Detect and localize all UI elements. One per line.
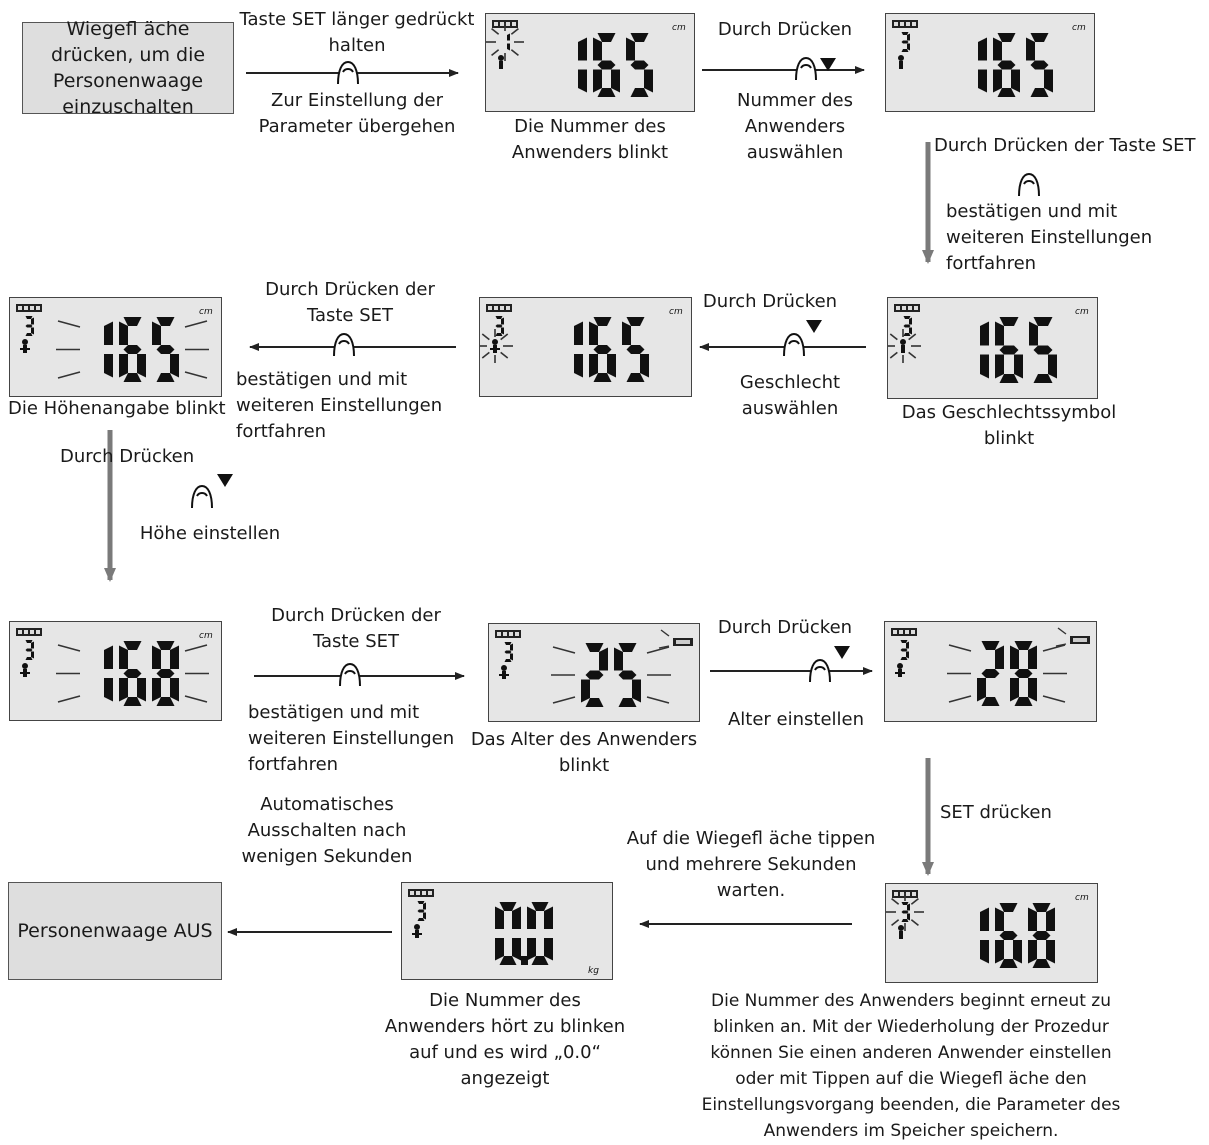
user-number-digit xyxy=(507,34,510,51)
down-triangle-icon xyxy=(834,646,850,659)
value-digit xyxy=(119,317,146,382)
gender-symbol-icon xyxy=(900,339,906,353)
value-digit xyxy=(152,317,179,382)
label-select-user: Nummer des Anwenders auswählen xyxy=(736,90,853,163)
memory-indicator-icon xyxy=(891,628,917,636)
finger-icon xyxy=(810,660,830,682)
memory-indicator-icon xyxy=(894,304,920,312)
finger-icon xyxy=(334,334,354,356)
lcd-display-8 xyxy=(884,621,1097,722)
label-press-3: Durch Drücken xyxy=(60,446,195,467)
end-box: Personenwaage AUS xyxy=(8,882,222,980)
unit-label: cm xyxy=(1075,893,1089,903)
label-press-set: Durch Drücken der Taste SET xyxy=(934,135,1196,156)
label-height-blinks: Die Höhenangabe blinkt xyxy=(8,398,226,419)
gender-symbol-icon xyxy=(498,55,504,69)
value-blink-rays xyxy=(551,647,671,703)
lcd-display-7 xyxy=(488,623,700,722)
user-number-digit xyxy=(496,316,505,336)
lcd-display-6 xyxy=(9,621,222,721)
label-user-number-blinks: Die Nummer des Anwenders blinkt xyxy=(511,116,669,163)
label-press-set-3: Durch Drücken der Taste SET xyxy=(271,605,441,652)
value-digit xyxy=(495,902,521,965)
memory-indicator-icon xyxy=(892,20,918,28)
label-set-age: Alter einstellen xyxy=(727,709,865,730)
label-press-1: Durch Drücken xyxy=(717,19,853,40)
unit-label: cm xyxy=(199,307,213,317)
value-digit xyxy=(995,317,1023,383)
user-number-digit xyxy=(418,901,427,921)
lcd-display-5 xyxy=(9,297,222,397)
value-digit xyxy=(978,38,987,93)
value-digit xyxy=(622,317,649,382)
memory-indicator-icon xyxy=(16,628,42,636)
label-user-number-stops: Die Nummer des Anwenders hört zu blinken auf und es wird „0.0“ angezeigt xyxy=(384,990,626,1089)
value-digit xyxy=(995,903,1022,968)
value-digit xyxy=(152,641,179,706)
value-digit xyxy=(980,908,989,964)
label-press-4: Durch Drücken xyxy=(717,617,853,638)
user-number-digit xyxy=(902,902,911,922)
unit-label: cm xyxy=(199,631,213,641)
gender-symbol-icon xyxy=(898,925,904,939)
value-digit xyxy=(574,322,583,378)
memory-indicator-icon xyxy=(408,889,434,897)
label-auto-off: Automatisches Ausschalten nach wenigen Sekunden xyxy=(241,794,413,867)
value-digit xyxy=(578,38,587,93)
memory-indicator-icon xyxy=(486,304,512,312)
gender-symbol-icon xyxy=(895,663,905,677)
label-hold-set: Taste SET länger gedrückt halten xyxy=(239,9,475,56)
decimal-point xyxy=(521,956,528,965)
value-digit xyxy=(104,646,113,702)
memory-indicator-icon xyxy=(16,304,42,312)
label-confirm-continue-2: bestätigen und mit weiteren Einstellungen fortfahren xyxy=(236,369,443,442)
value-digit xyxy=(119,641,146,706)
user-number-digit xyxy=(505,642,514,662)
user-number-digit xyxy=(901,640,910,660)
label-gender-blinks: Das Geschlechtssymbol blinkt xyxy=(901,402,1117,449)
down-triangle-icon xyxy=(217,474,233,487)
unit-label: kg xyxy=(588,966,599,976)
gender-symbol-icon xyxy=(898,55,904,69)
value-digit xyxy=(980,322,989,379)
down-triangle-icon xyxy=(820,58,836,71)
unit-label: cm xyxy=(672,23,686,33)
finger-icon xyxy=(340,664,360,686)
gender-symbol-icon xyxy=(20,339,30,353)
value-digit xyxy=(581,643,608,707)
finger-icon xyxy=(338,62,358,84)
label-age-blinks: Das Alter des Anwenders blinkt xyxy=(470,729,698,776)
lcd-display-10 xyxy=(401,882,613,980)
finger-icon xyxy=(796,58,816,80)
value-digit xyxy=(1029,317,1057,383)
user-number-digit xyxy=(26,316,35,336)
value-digit xyxy=(977,641,1004,706)
user-blink-rays xyxy=(486,23,524,61)
value-digit xyxy=(589,317,616,382)
value-digit xyxy=(527,902,553,965)
label-set-height: Höhe einstellen xyxy=(139,523,281,544)
label-press-set-4: SET drücken xyxy=(940,802,1052,823)
label-press-2: Durch Drücken xyxy=(702,291,838,312)
value-digit xyxy=(104,322,113,378)
age-indicator-icon xyxy=(1056,628,1090,646)
gender-symbol-icon xyxy=(490,339,500,353)
user-number-digit xyxy=(904,316,913,336)
gender-symbol-icon xyxy=(20,663,30,677)
value-digit xyxy=(593,33,620,97)
gender-symbol-icon xyxy=(499,665,509,679)
value-digit xyxy=(1028,903,1055,968)
lcd-display-4 xyxy=(479,297,692,397)
lcd-display-9 xyxy=(885,883,1098,983)
unit-label: cm xyxy=(1075,307,1089,317)
label-go-to-settings: Zur Einstellung der Parameter übergehen xyxy=(258,90,456,137)
lcd-display-2 xyxy=(885,13,1095,112)
label-press-set-2: Durch Drücken der Taste SET xyxy=(265,279,435,326)
value-digit xyxy=(993,33,1020,97)
value-digit xyxy=(614,643,641,707)
lcd-display-3 xyxy=(887,297,1098,399)
gender-symbol-icon xyxy=(412,924,422,938)
value-digit xyxy=(1010,641,1037,706)
label-repeat-procedure: Die Nummer des Anwenders beginnt erneut zu blinken an. Mit der Wiederholung der Prozedur können Sie einen anderen Anwender einstellen oder mit Tippen auf die Wiegefl äche den Einstellungsvorgang beenden, die Parameter des Anwenders im Speicher speichern. xyxy=(701,991,1121,1141)
finger-icon xyxy=(1019,174,1039,196)
unit-label: cm xyxy=(1072,23,1086,33)
start-box: Wiegefl äche drücken, um die Personenwaage einzuschalten xyxy=(22,22,234,114)
label-confirm-continue-1: bestätigen und mit weiteren Einstellungen fortfahren xyxy=(946,201,1153,274)
down-triangle-icon xyxy=(806,320,822,333)
memory-indicator-icon xyxy=(495,630,521,638)
finger-icon xyxy=(192,486,212,508)
label-select-gender: Geschlecht auswählen xyxy=(739,372,841,419)
label-confirm-continue-3: bestätigen und mit weiteren Einstellungen fortfahren xyxy=(248,702,455,775)
value-blink-rays xyxy=(947,645,1067,702)
value-digit xyxy=(626,33,653,97)
value-digit xyxy=(1026,33,1053,97)
lcd-display-1 xyxy=(485,13,695,112)
finger-icon xyxy=(784,334,804,356)
unit-label: cm xyxy=(669,307,683,317)
label-tap-and-wait: Auf die Wiegefl äche tippen und mehrere Sekunden warten. xyxy=(626,828,876,901)
user-number-digit xyxy=(26,640,35,660)
user-number-digit xyxy=(902,32,911,52)
age-indicator-icon xyxy=(659,630,693,648)
